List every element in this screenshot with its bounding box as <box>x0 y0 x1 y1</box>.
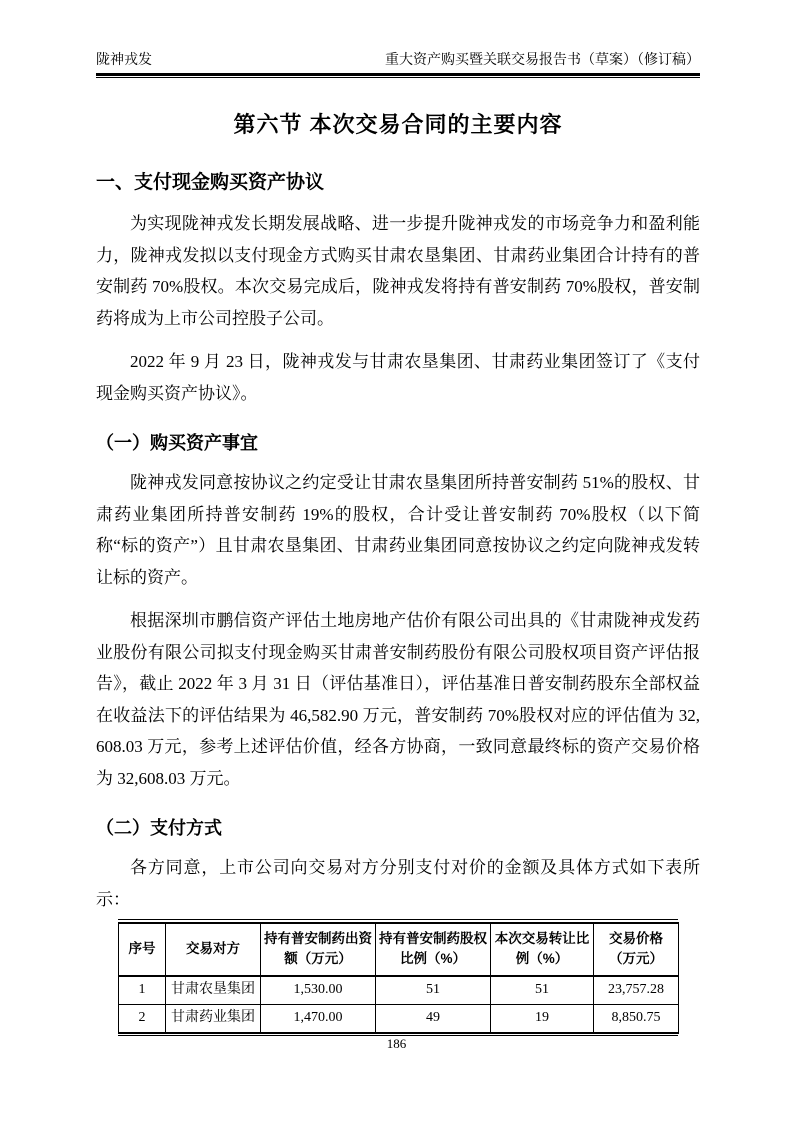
paragraph-payment-intro: 各方同意，上市公司向交易对方分别支付对价的金额及具体方式如下表所示： <box>96 858 700 909</box>
table-cell: 8,850.75 <box>594 1005 679 1033</box>
chapter-title: 第六节 本次交易合同的主要内容 <box>233 112 563 137</box>
table-cell: 甘肃农垦集团 <box>166 976 261 1004</box>
page-footer <box>0 1036 793 1052</box>
page-header <box>96 0 700 78</box>
document-body <box>96 110 700 1036</box>
table-cell: 23,757.28 <box>594 976 679 1004</box>
subsection-heading-payment-method: （二）支付方式 <box>96 818 222 838</box>
table-cell: 甘肃药业集团 <box>166 1005 261 1033</box>
table-cell: 1 <box>119 976 166 1004</box>
paragraph-valuation: 根据深圳市鹏信资产评估土地房地产估价有限公司出具的《甘肃陇神戎发药业股份有限公司拟支付现金购买甘肃普安制药股份有限公司股权项目资产评估报告》，截止 2022 年 3 月 31 日（评估基准日），评估基准日普安制药股东全部权益在收益法下的评估结果为 46,582.90 万元，普安制药 70%股权对应的评估值为 32,608.03 万元，参考上述评估价值，经各方协商，一致同意最终标的资产交易价格为 32,608.03 万元。 <box>96 611 700 788</box>
table-header-cell-equity-ratio: 持有普安制药股权比例（%） <box>376 923 491 977</box>
table-cell: 2 <box>119 1005 166 1033</box>
paragraph-signing-date: 2022 年 9 月 23 日，陇神戎发与甘肃农垦集团、甘肃药业集团签订了《支付现金购买资产协议》。 <box>96 352 700 403</box>
table-cell: 51 <box>491 976 594 1004</box>
header-divider <box>96 73 700 78</box>
payment-table <box>118 922 679 1034</box>
table-header-cell-index: 序号 <box>119 923 166 977</box>
table-cell: 1,470.00 <box>261 1005 376 1033</box>
table-cell: 49 <box>376 1005 491 1033</box>
paragraph-equity-transfer: 陇神戎发同意按协议之约定受让甘肃农垦集团所持普安制药 51%的股权、甘肃药业集团所持普安制药 19%的股权，合计受让普安制药 70%股权（以下简称“标的资产”）且甘肃农垦集团、甘肃药业集团同意按协议之约定向陇神戎发转让标的资产。 <box>96 473 700 587</box>
page-number: 186 <box>386 1036 407 1051</box>
payment-table-wrapper <box>118 919 678 1036</box>
section-heading-payment-agreement: 一、支付现金购买资产协议 <box>96 172 325 193</box>
table-cell: 1,530.00 <box>261 976 376 1004</box>
paragraph-strategy: 为实现陇神戎发长期发展战略、进一步提升陇神戎发的市场竞争力和盈利能力，陇神戎发拟以支付现金方式购买甘肃农垦集团、甘肃药业集团合计持有的普安制药 70%股权。本次交易完成后，陇神戎发将持有普安制药 70%股权，普安制药将成为上市公司控股子公司。 <box>96 214 700 328</box>
table-header-cell-transfer-ratio: 本次交易转让比例（%） <box>491 923 594 977</box>
running-header <box>96 0 700 70</box>
table-header-cell-capital: 持有普安制药出资额（万元） <box>261 923 376 977</box>
table-row-gansu-yaoye <box>119 1005 679 1033</box>
table-header-cell-price: 交易价格（万元） <box>594 923 679 977</box>
table-header-row <box>119 923 679 977</box>
table-cell: 19 <box>491 1005 594 1033</box>
table-cell: 51 <box>376 976 491 1004</box>
subsection-heading-asset-purchase: （一）购买资产事宜 <box>96 433 258 453</box>
header-report-title: 重大资产购买暨关联交易报告书（草案）（修订稿） <box>385 53 700 68</box>
table-header-cell-counterparty: 交易对方 <box>166 923 261 977</box>
header-company-name: 陇神戎发 <box>96 53 152 68</box>
table-row-gansu-nongken <box>119 976 679 1004</box>
